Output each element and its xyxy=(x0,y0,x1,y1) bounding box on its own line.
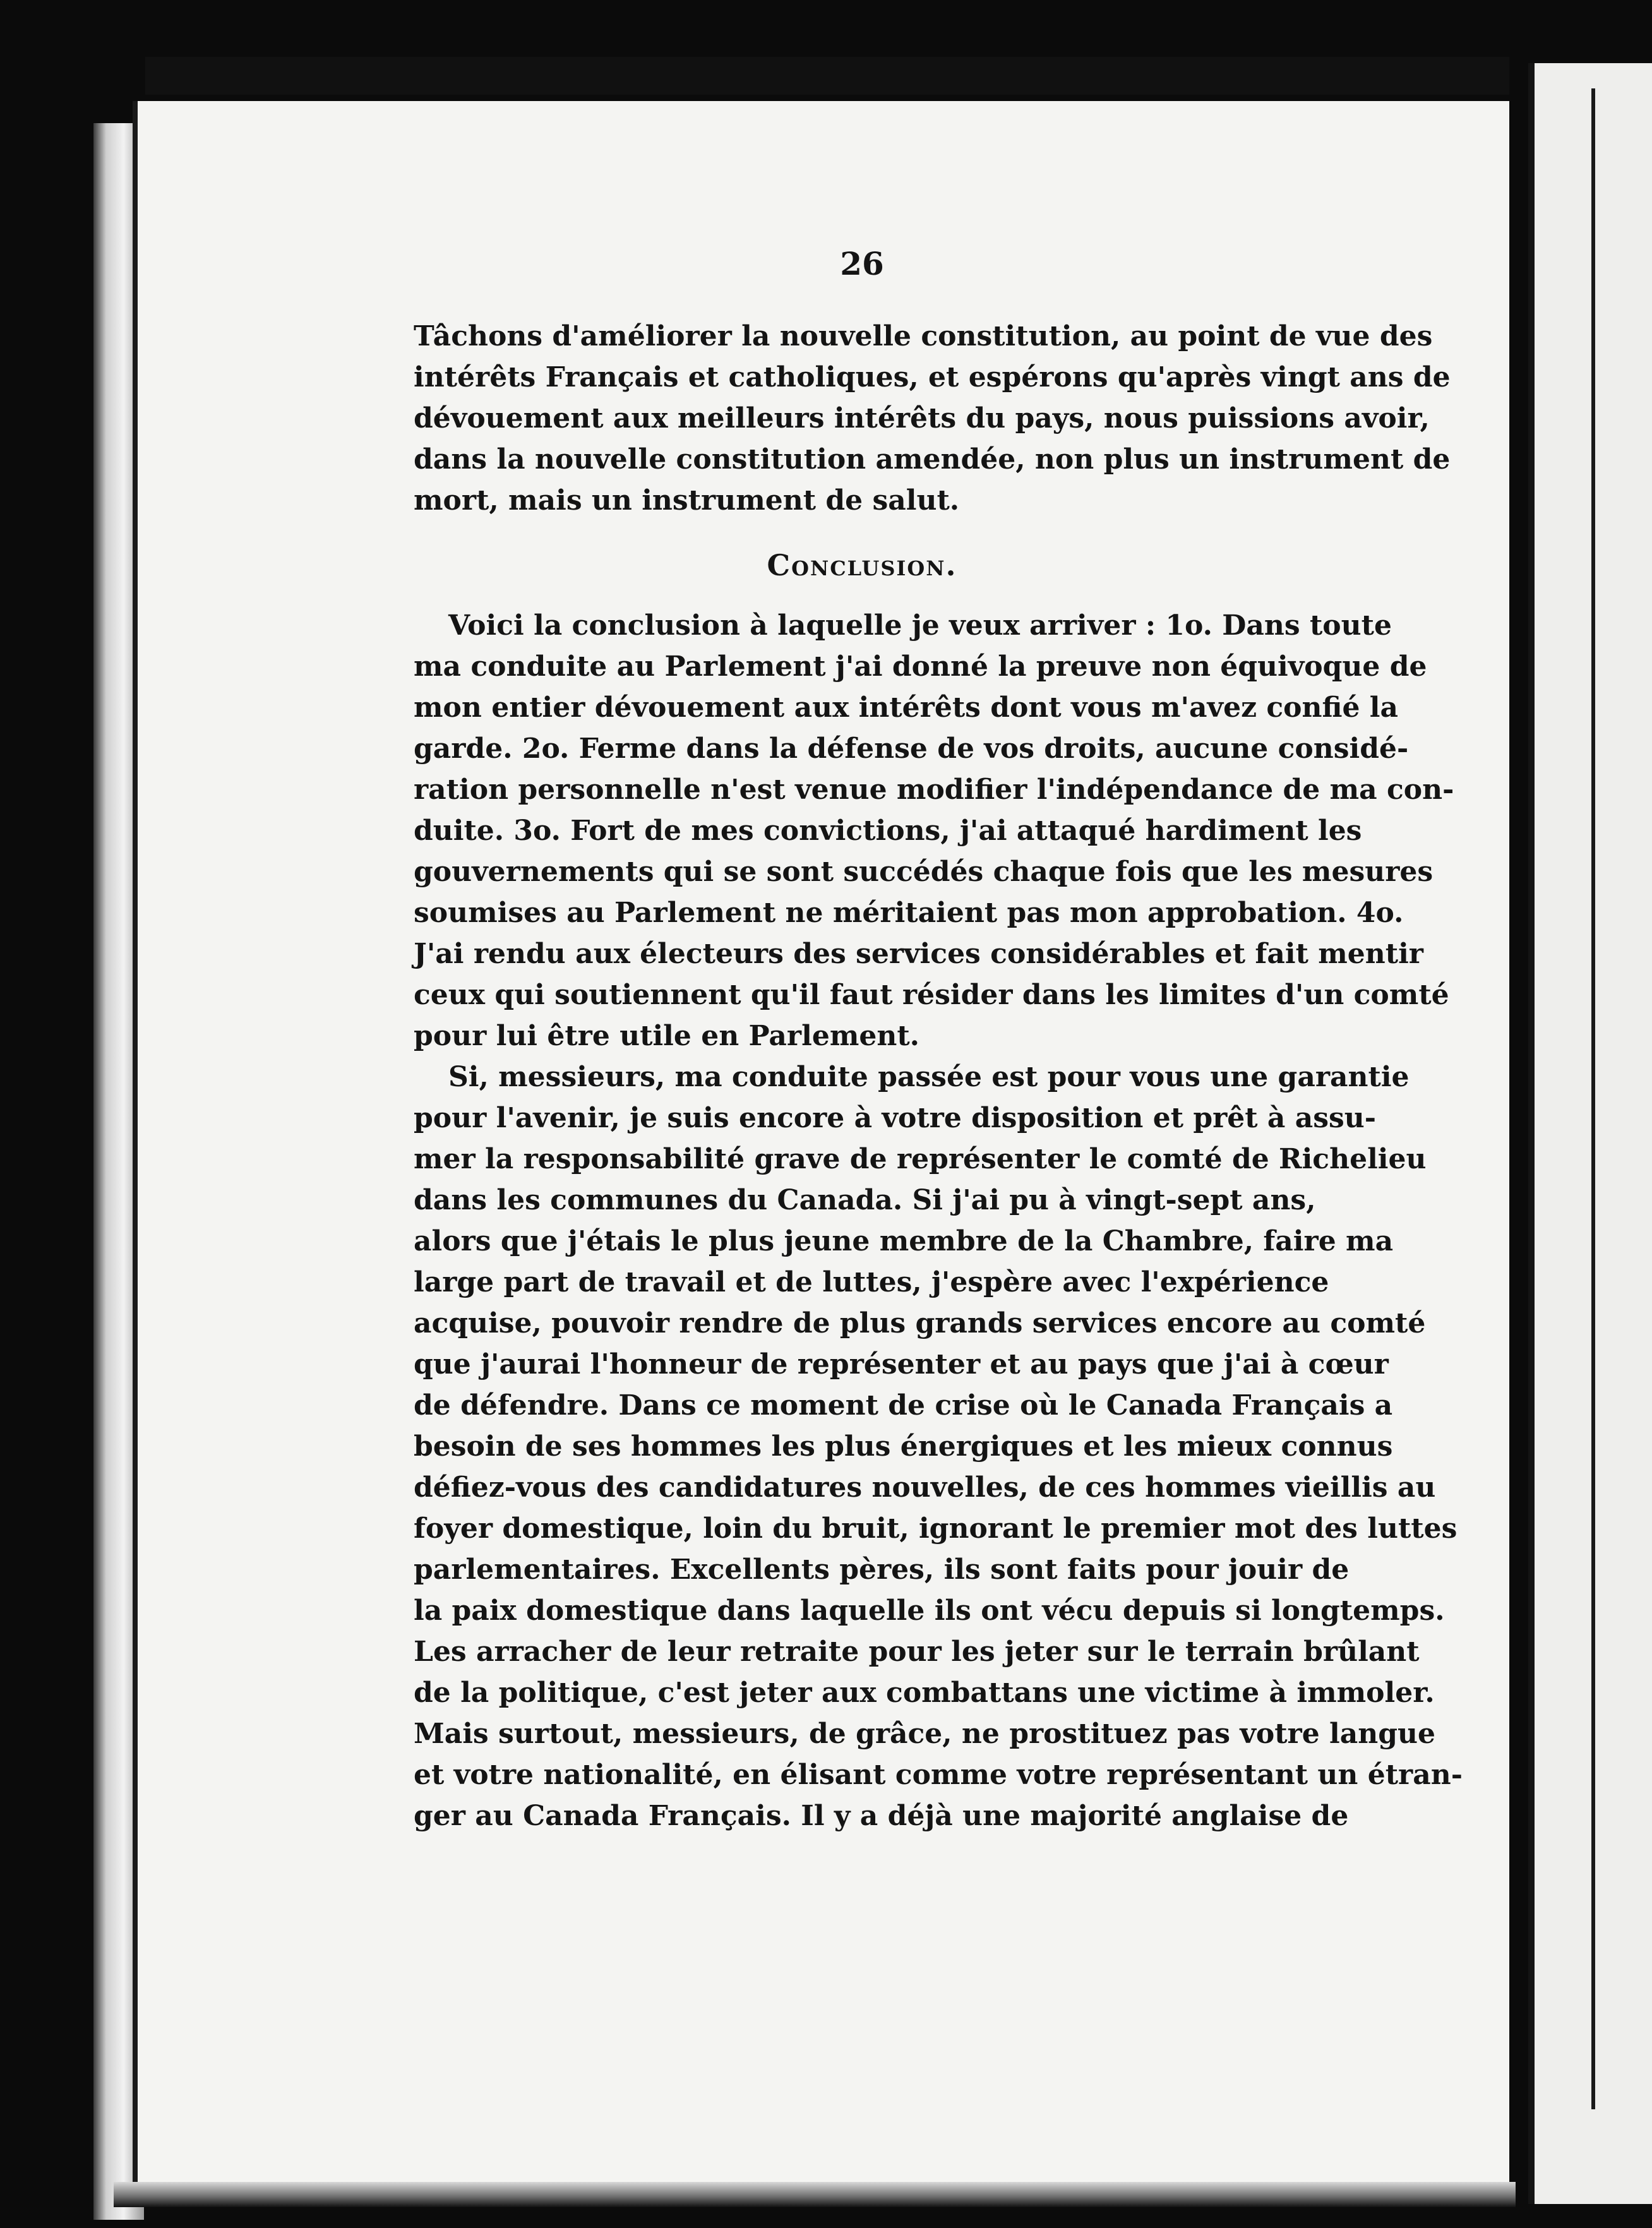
text-line: ceux qui soutiennent qu'il faut résider dans les limites d'un comté xyxy=(414,979,1449,1011)
text-line: de défendre. Dans ce moment de crise où le Canada Français a xyxy=(414,1389,1393,1422)
text-line: ration personnelle n'est venue modifier l'indépendance de ma con- xyxy=(414,774,1454,806)
text-line: et votre nationalité, en élisant comme votre représentant un étran- xyxy=(414,1759,1463,1791)
text-line: pour l'avenir, je suis encore à votre disposition et prêt à assu- xyxy=(414,1102,1377,1134)
text-line: mer la responsabilité grave de représenter le comté de Richelieu xyxy=(414,1143,1427,1175)
text-line: J'ai rendu aux électeurs des services considérables et fait mentir xyxy=(414,938,1423,970)
text-line: défiez-vous des candidatures nouvelles, de ces hommes vieillis au xyxy=(414,1471,1436,1504)
text-line: acquise, pouvoir rendre de plus grands services encore au comté xyxy=(414,1307,1426,1339)
text-line: alors que j'étais le plus jeune membre de la Chambre, faire ma xyxy=(414,1225,1394,1257)
text-line: duite. 3o. Fort de mes convictions, j'ai attaqué hardiment les xyxy=(414,815,1362,847)
text-line: dévouement aux meilleurs intérêts du pays, nous puissions avoir, xyxy=(414,402,1430,434)
text-line: Si, messieurs, ma conduite passée est pour vous une garantie xyxy=(448,1061,1410,1093)
text-line: garde. 2o. Ferme dans la défense de vos droits, aucune considé- xyxy=(414,733,1409,765)
section-heading: Conclusion. xyxy=(767,548,957,582)
text-line: mon entier dévouement aux intérêts dont vous m'avez confié la xyxy=(414,692,1399,724)
text-line: Voici la conclusion à laquelle je veux arriver : 1o. Dans toute xyxy=(448,609,1392,642)
text-line: foyer domestique, loin du bruit, ignorant le premier mot des luttes xyxy=(414,1512,1457,1545)
text-line: Mais surtout, messieurs, de grâce, ne prostituez pas votre langue xyxy=(414,1718,1436,1750)
scan-top-border xyxy=(145,57,1509,95)
text-line: ma conduite au Parlement j'ai donné la preuve non équivoque de xyxy=(414,650,1427,683)
text-line: mort, mais un instrument de salut. xyxy=(414,484,960,517)
text-line: soumises au Parlement ne méritaient pas mon approbation. 4o. xyxy=(414,897,1404,929)
page-text xyxy=(414,243,1463,1836)
text-line: intérêts Français et catholiques, et espérons qu'après vingt ans de xyxy=(414,361,1451,393)
text-line: large part de travail et de luttes, j'espère avec l'expérience xyxy=(414,1266,1329,1298)
page-number: 26 xyxy=(840,245,884,282)
facing-page-edge xyxy=(1528,63,1652,2204)
text-line: la paix domestique dans laquelle ils ont vécu depuis si longtemps. xyxy=(414,1595,1445,1627)
text-line: dans les communes du Canada. Si j'ai pu à vingt-sept ans, xyxy=(414,1184,1316,1216)
text-line: dans la nouvelle constitution amendée, non plus un instrument de xyxy=(414,443,1451,476)
page-bottom-edge xyxy=(114,2182,1516,2207)
facing-page-rule xyxy=(1591,88,1595,2109)
paragraph-intro xyxy=(414,316,1451,521)
text-line: besoin de ses hommes les plus énergiques et les mieux connus xyxy=(414,1430,1393,1463)
text-line: que j'aurai l'honneur de représenter et au pays que j'ai à cœur xyxy=(414,1348,1389,1381)
text-line: de la politique, c'est jeter aux combattans une victime à immoler. xyxy=(414,1677,1435,1709)
text-line: parlementaires. Excellents pères, ils sont faits pour jouir de xyxy=(414,1554,1350,1586)
text-line: gouvernements qui se sont succédés chaque fois que les mesures xyxy=(414,856,1434,888)
text-line: Les arracher de leur retraite pour les jeter sur le terrain brûlant xyxy=(414,1636,1420,1668)
paragraph-conclusion xyxy=(414,605,1454,1057)
text-line: pour lui être utile en Parlement. xyxy=(414,1020,920,1052)
text-line: Tâchons d'améliorer la nouvelle constitution, au point de vue des xyxy=(414,320,1433,352)
paragraph-appeal xyxy=(414,1057,1463,1836)
text-line: ger au Canada Français. Il y a déjà une majorité anglaise de xyxy=(414,1800,1349,1832)
